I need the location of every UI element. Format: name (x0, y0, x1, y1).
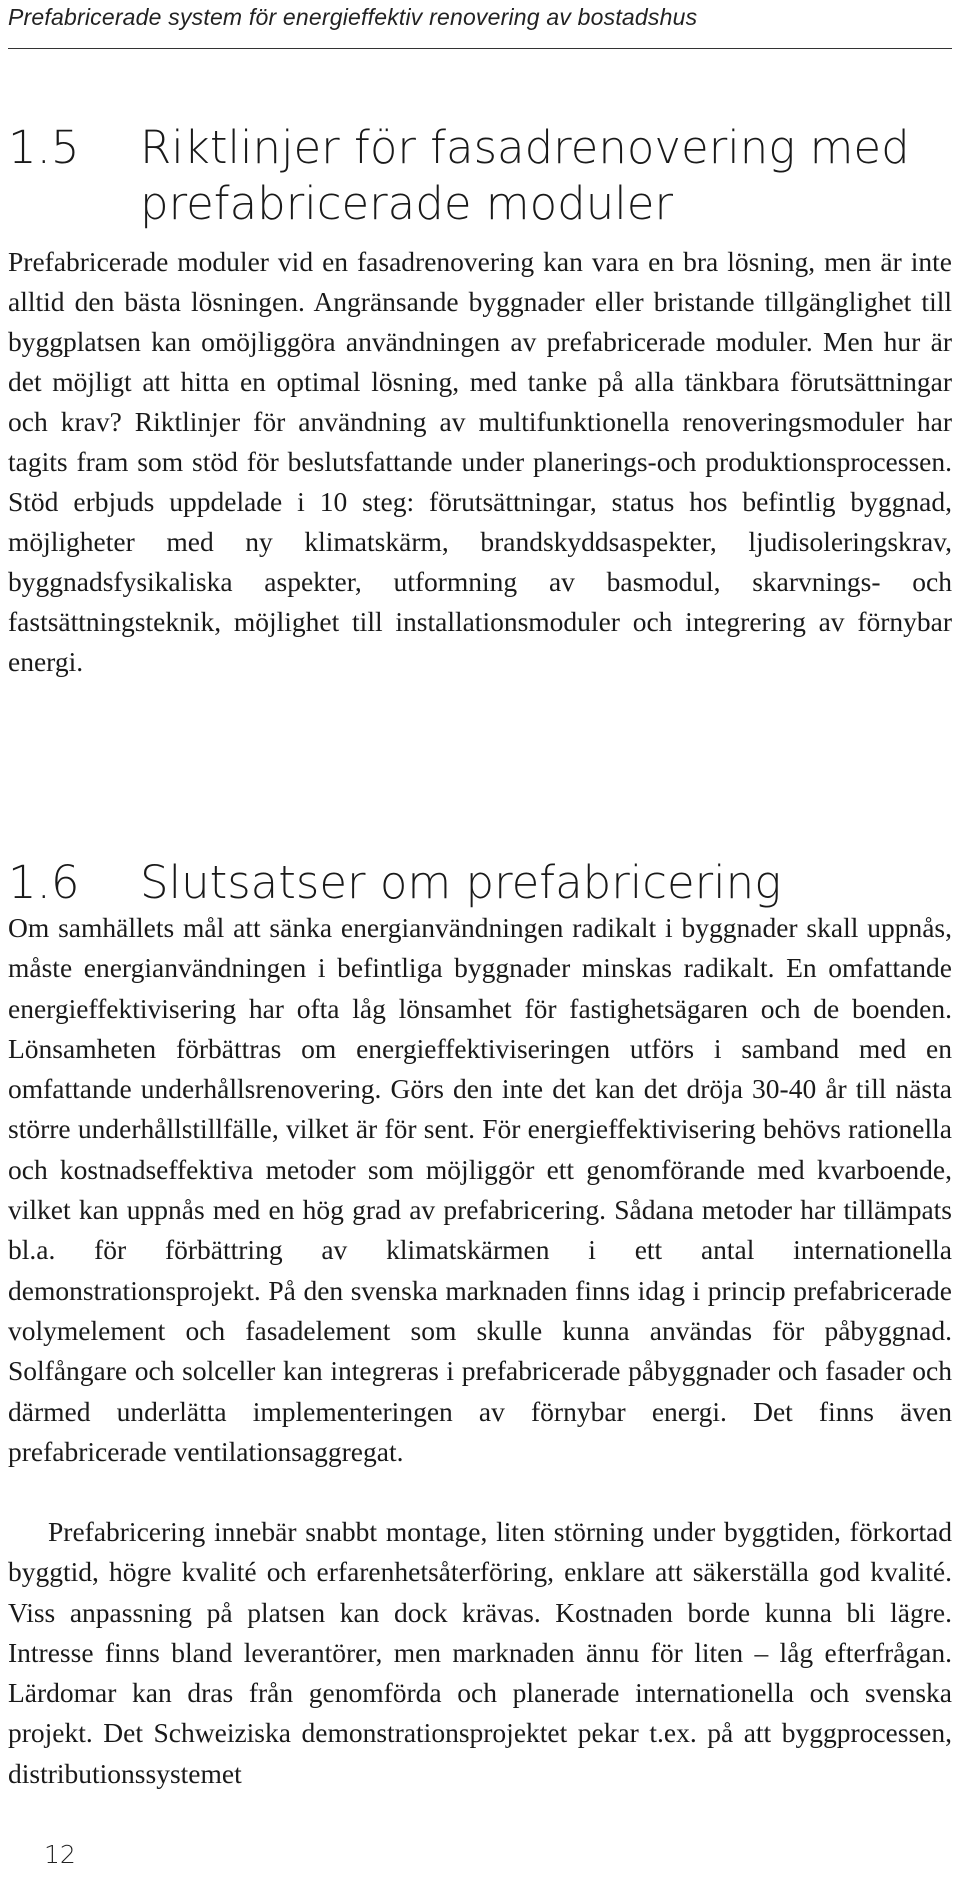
running-header: Prefabricerade system för energieffektiv renovering av bostadshus (8, 4, 698, 30)
section-title: Slutsatser om prefabricering (140, 856, 782, 909)
header-rule (8, 48, 952, 49)
section-heading-1-6 (8, 855, 920, 911)
body-paragraph: Om samhällets mål att sänka energianvändningen radikalt i byggnader skall uppnås, måste energianvändningen i befintliga byggnader minskas radikalt. En omfattande energieffektivisering har ofta låg lönsamhet för fastighetsägaren och de boenden. Lönsamheten förbättras om energieffektiviseringen utförs i samband med en omfattande underhållsrenovering. Görs den inte det kan det dröja 30-40 år till nästa större underhållstillfälle, vilket är för sent. För energieffektivisering behövs rationella och kostnadseffektiva metoder som möjliggör ett genomförande med kvarboende, vilket kan uppnås med en hög grad av prefabricering. Sådana metoder har tillämpats bl.a. för förbättring av klimatskärmen i ett antal internationella demonstrationsprojekt. På den svenska marknaden finns idag i princip prefabricerade volymelement och fasadelement som skulle kunna användas för påbyggnad. Solfångare och solceller kan integreras i prefabricerade påbyggnader och fasader och därmed underlätta implementeringen av förnybar energi. Det finns även prefabricerade ventilationsaggregat. (8, 912, 952, 1467)
body-paragraph: Prefabricering innebär snabbt montage, liten störning under byggtiden, förkortad byggtid, högre kvalité och erfarenhetsåterföring, enklare att säkerställa god kvalité. Viss anpassning på platsen kan dock krävas. Kostnaden borde kunna bli lägre. Intresse finns bland leverantörer, men marknaden ännu för liten – låg efterfrågan. Lärdomar kan dras från genomförda och planerade internationella och svenska projekt. Det Schweiziska demonstrationsprojektet pekar t.ex. på att byggprocessen, distributionssystemet (8, 1516, 952, 1789)
section-title: Riktlinjer för fasadrenovering med prefabricerade moduler (140, 121, 910, 230)
page-number: 12 (44, 1840, 76, 1869)
section-number: 1.5 (8, 121, 80, 174)
section-heading-1-5 (8, 120, 920, 232)
body-paragraph: Prefabricerade moduler vid en fasadrenovering kan vara en bra lösning, men är inte alltid den bästa lösningen. Angränsande byggnader eller bristande tillgänglighet till byggplatsen kan omöjliggöra användningen av prefabricerade moduler. Men hur är det möjligt att hitta en optimal lösning, med tanke på alla tänkbara förutsättningar och krav? Riktlinjer för användning av multifunktionella renoveringsmoduler har tagits fram som stöd för beslutsfattande under planerings-och produktionsprocessen. Stöd erbjuds uppdelade i 10 steg: förutsättningar, status hos befintlig byggnad, möjligheter med ny klimatskärm, brandskyddsaspekter, ljudisoleringskrav, byggnadsfysikaliska aspekter, utformning av basmodul, skarvnings- och fastsättningsteknik, möjlighet till installationsmoduler och integrering av förnybar energi. (8, 246, 952, 677)
section-number: 1.6 (8, 856, 80, 909)
